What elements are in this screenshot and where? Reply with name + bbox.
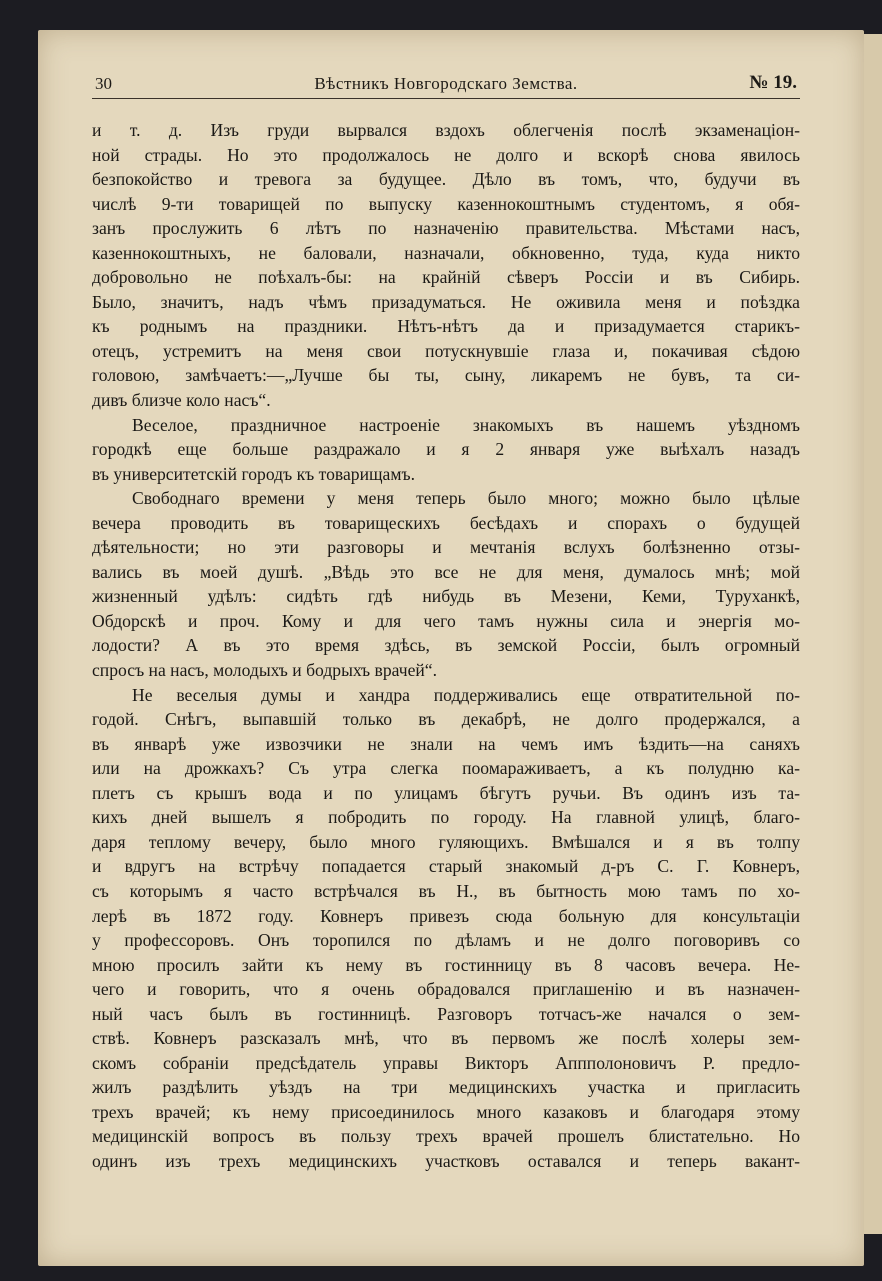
text-line: Обдорскѣ и проч. Кому и для чего тамъ нужны сила и энергія мо- [92,610,800,631]
text-line: лерѣ въ 1872 году. Ковнеръ привезъ сюда больную для консультаціи [92,905,800,926]
text-line: ный часъ былъ въ гостинницѣ. Разговоръ тотчасъ-же начался о зем- [92,1003,800,1024]
text-line: добровольно не поѣхалъ-бы: на крайній сѣверъ Россіи и въ Сибирь. [92,267,800,288]
text-line: казеннокоштныхъ, не баловали, назначали, обкновенно, туда, куда никто [92,242,800,263]
text-line: занъ прослужить 6 лѣтъ по назначенію правительства. Мѣстами насъ, [92,218,800,239]
text-line: скомъ собраніи предсѣдатель управы Викторъ Аппполоновичъ Р. предло- [92,1052,800,1073]
text-line: одинъ изъ трехъ медицинскихъ участковъ оставался и теперь вакант- [92,1150,800,1171]
text-line: ной страды. Но это продолжалось не долго и вскорѣ снова явилось [92,144,800,165]
running-header [95,72,797,98]
text-line: въ январѣ уже извозчики не знали на чемъ имъ ѣздить—на саняхъ [92,733,800,754]
text-line: дѣятельности; но эти разговоры и мечтанія вслухъ болѣзненно отзы- [92,537,800,558]
text-line: головою, замѣчаетъ:—„Лучше бы ты, сыну, ликаремъ не бувъ, та си- [92,365,800,386]
page-number: 30 [95,74,112,93]
text-line: медицинскій вопросъ въ пользу трехъ врачей прошелъ блистательно. Но [92,1126,800,1147]
text-line: кихъ дней вышелъ я побродить по городу. На главной улицѣ, благо- [92,807,800,828]
text-line: у профессоровъ. Онъ торопился по дѣламъ и не долго поговоривъ со [92,930,800,951]
text-line: безпокойство и тревога за будущее. Дѣло въ томъ, что, будучи въ [92,169,800,190]
text-line: лодости? А въ это время здѣсь, въ земской Россіи, былъ огромный [92,635,800,656]
text-line: Свободнаго времени у меня теперь было много; можно было цѣлые [132,488,800,509]
text-line: годой. Снѣгъ, выпавшій только въ декабрѣ, не долго продержался, а [92,709,800,730]
text-line: дивъ близче коло насъ“. [92,390,271,411]
body-text [92,118,800,1174]
text-line: и вдругъ на встрѣчу попадается старый знакомый д-ръ С. Г. Ковнеръ, [92,856,800,877]
text-line: ствѣ. Ковнеръ разсказалъ мнѣ, что въ первомъ же послѣ холеры зем- [92,1028,800,1049]
text-line: къ роднымъ на праздники. Нѣтъ-нѣтъ да и призадумается старикъ- [92,316,800,337]
text-line: чего и говорить, что я очень обрадовался приглашенію и въ назначен- [92,979,800,1000]
text-line: мною просилъ зайти къ нему въ гостинницу въ 8 часовъ вечера. Не- [92,954,800,975]
text-line: въ университетскій городъ къ товарищамъ. [92,463,415,484]
text-line: или на дрожкахъ? Съ утра слегка поомараживаетъ, а къ полудню ка- [92,758,800,779]
next-page-edge [864,34,882,1234]
text-line: вались въ моей душѣ. „Вѣдь это все не для меня, думалось мнѣ; мой [92,561,800,582]
text-line: Веселое, праздничное настроеніе знакомыхъ въ нашемъ уѣздномъ [132,414,800,435]
text-line: съ которымъ я часто встрѣчался въ Н., въ бытность мою тамъ по хо- [92,880,800,901]
journal-title: Вѣстникъ Новгородскаго Земства. [314,74,578,93]
text-line: городкѣ еще больше раздражало и я 2 января уже выѣхалъ назадъ [92,439,800,460]
text-line: спросъ на насъ, молодыхъ и бодрыхъ врачей“. [92,660,438,681]
text-line: жилъ раздѣлить уѣздъ на три медицинскихъ участка и пригласить [92,1077,800,1098]
text-line: Не веселыя думы и хандра поддерживались еще отвратительной по- [132,684,800,705]
text-line: вечера проводить въ товарищескихъ бесѣдахъ и спорахъ о будущей [92,512,800,533]
issue-number: № 19. [749,72,797,93]
text-line: трехъ врачей; къ нему присоединилось много казаковъ и благодаря этому [92,1101,800,1122]
text-line: Было, значитъ, надъ чѣмъ призадуматься. Не оживила меня и поѣздка [92,291,800,312]
text-line: жизненный удѣлъ: сидѣть гдѣ нибудь въ Мезени, Кеми, Туруханкѣ, [92,586,800,607]
header-rule [92,98,800,99]
text-line: отецъ, устремитъ на меня свои потускнувшіе глаза и, покачивая сѣдою [92,340,800,361]
text-line: числѣ 9-ти товарищей по выпуску казеннокоштнымъ студентомъ, я обя- [92,193,800,214]
text-line: даря теплому вечеру, было много гуляющихъ. Вмѣшался и я въ толпу [92,831,800,852]
text-line: плетъ съ крышъ вода и по улицамъ бѣгутъ ручьи. Въ одинъ изъ та- [92,782,800,803]
text-line: и т. д. Изъ груди вырвался вздохъ облегченія послѣ экзаменаціон- [92,120,800,140]
